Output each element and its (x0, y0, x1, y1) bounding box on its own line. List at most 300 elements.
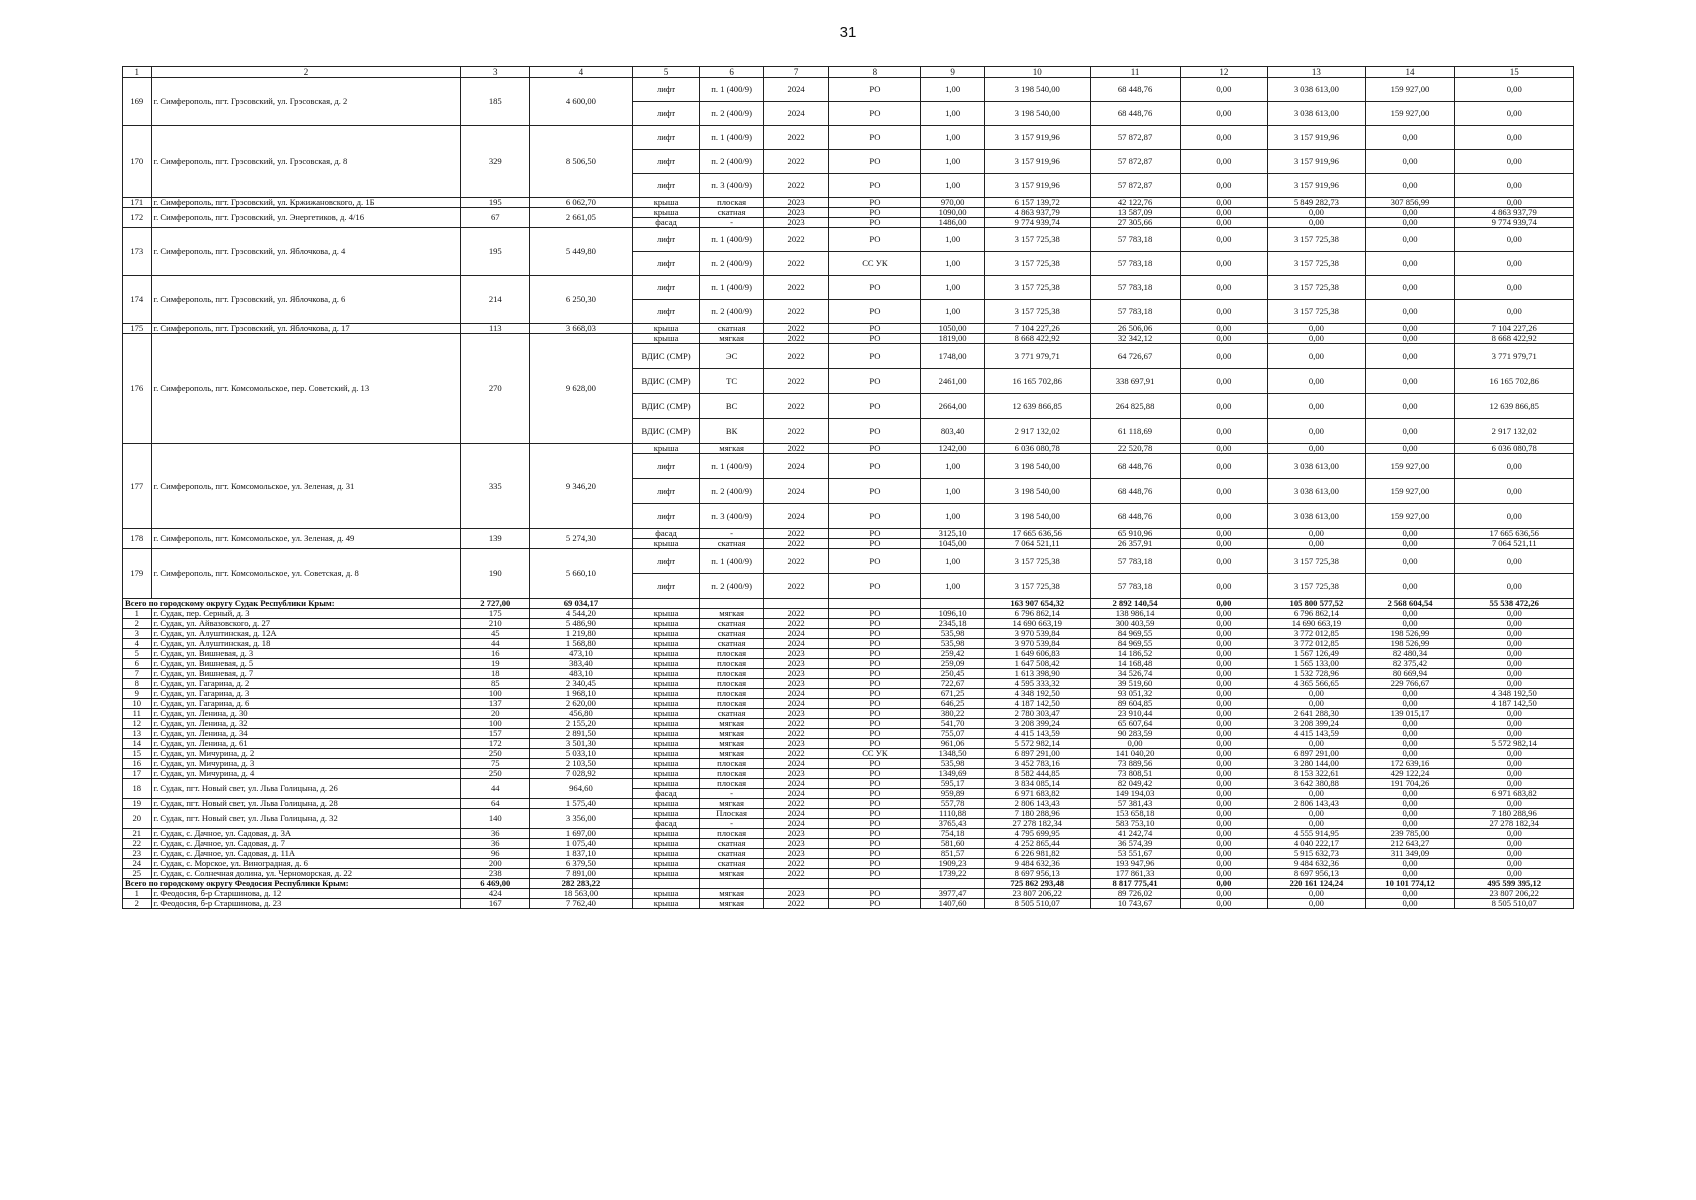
table-cell: 0,00 (1180, 126, 1268, 150)
table-cell: 1045,00 (921, 539, 984, 549)
column-header: 14 (1365, 67, 1455, 78)
address-cell: г. Судак, ул. Ленина, д. 30 (151, 709, 461, 719)
table-cell: СС УК (829, 749, 921, 759)
table-cell: крыша (632, 208, 700, 218)
table-cell: 14 186,52 (1090, 649, 1180, 659)
row-number: 171 (123, 198, 152, 208)
table-cell: РО (829, 709, 921, 719)
table-cell: 8 697 956,13 (1268, 869, 1365, 879)
table-cell: 14 168,48 (1090, 659, 1180, 669)
table-cell: 0,00 (1180, 829, 1268, 839)
table-cell: 2022 (763, 252, 829, 276)
table-cell: 34 526,74 (1090, 669, 1180, 679)
table-cell: 3 157 919,96 (984, 174, 1090, 198)
table-cell: 68 448,76 (1090, 479, 1180, 504)
table-cell: 193 947,96 (1090, 859, 1180, 869)
table-cell: 2023 (763, 679, 829, 689)
table-cell: 1,00 (921, 504, 984, 529)
table-cell: 200 (461, 859, 530, 869)
table-cell: РО (829, 679, 921, 689)
table-cell: 239 785,00 (1365, 829, 1455, 839)
table-cell: крыша (632, 839, 700, 849)
table-cell: РО (829, 619, 921, 629)
table-cell: крыша (632, 749, 700, 759)
table-cell: 259,42 (921, 649, 984, 659)
address-cell: г. Симферополь, пгт. Грэсовский, ул. Энергетиков, д. 4/16 (151, 208, 461, 228)
table-cell: 754,18 (921, 829, 984, 839)
table-cell: РО (829, 549, 921, 574)
table-cell: 149 194,03 (1090, 789, 1180, 799)
table-cell: 5 486,90 (530, 619, 633, 629)
table-cell: РО (829, 779, 921, 789)
table-cell: 3 642 380,88 (1268, 779, 1365, 789)
column-header: 4 (530, 67, 633, 78)
table-cell: 8 505 510,07 (984, 899, 1090, 909)
table-cell: п. 1 (400/9) (700, 126, 763, 150)
table-cell: 1,00 (921, 479, 984, 504)
table-cell: мягкая (700, 889, 763, 899)
table-cell: 82 480,34 (1365, 649, 1455, 659)
table-cell: 0,00 (1180, 759, 1268, 769)
table-cell: 20 (461, 709, 530, 719)
table-cell: 3 157 919,96 (1268, 174, 1365, 198)
table-cell: 264 825,88 (1090, 394, 1180, 419)
address-cell: г. Судак, ул. Гагарина, д. 3 (151, 689, 461, 699)
table-cell: 0,00 (1365, 228, 1455, 252)
table-cell: 3 970 539,84 (984, 639, 1090, 649)
table-cell: 0,00 (1180, 779, 1268, 789)
table-cell: 2 917 132,02 (984, 419, 1090, 444)
table-cell: 18 (461, 669, 530, 679)
table-cell: мягкая (700, 609, 763, 619)
row-number: 11 (123, 709, 152, 719)
table-row (123, 619, 1574, 629)
table-cell: РО (829, 126, 921, 150)
table-cell: 0,00 (1180, 198, 1268, 208)
table-cell: 2022 (763, 324, 829, 334)
row-number: 172 (123, 208, 152, 228)
table-cell: 8 506,50 (530, 126, 633, 198)
table-cell: 2024 (763, 699, 829, 709)
table-cell: 3 668,03 (530, 324, 633, 334)
table-cell: 190 (461, 549, 530, 599)
table-cell: 0,00 (1365, 739, 1455, 749)
table-cell: 0,00 (1365, 126, 1455, 150)
table-cell: 2023 (763, 709, 829, 719)
table-cell: п. 2 (400/9) (700, 252, 763, 276)
table-cell: РО (829, 102, 921, 126)
table-cell: 0,00 (1268, 369, 1365, 394)
address-cell: г. Феодосия, б-р Старшинова, д. 12 (151, 889, 461, 899)
table-cell: 3 038 613,00 (1268, 504, 1365, 529)
table-cell: 0,00 (1455, 609, 1574, 619)
table-cell: 0,00 (1180, 599, 1268, 609)
table-cell: крыша (632, 679, 700, 689)
table-cell: 0,00 (1365, 419, 1455, 444)
table-cell: 220 161 124,24 (1268, 879, 1365, 889)
table-cell: скатная (700, 619, 763, 629)
table-cell: РО (829, 799, 921, 809)
table-cell: 0,00 (1268, 419, 1365, 444)
table-cell: 0,00 (1180, 344, 1268, 369)
row-number: 1 (123, 609, 152, 619)
table-cell: 0,00 (1365, 609, 1455, 619)
table-cell: лифт (632, 126, 700, 150)
table-row (123, 228, 1574, 252)
table-cell: мягкая (700, 729, 763, 739)
table-cell: 0,00 (1365, 799, 1455, 809)
table-cell (829, 879, 921, 889)
table-cell: 0,00 (1180, 174, 1268, 198)
table-cell: 2 917 132,02 (1455, 419, 1574, 444)
table-cell: ВК (700, 419, 763, 444)
table-cell: 22 520,78 (1090, 444, 1180, 454)
table-cell: 3 501,30 (530, 739, 633, 749)
table-cell: 0,00 (1365, 574, 1455, 599)
row-number: 5 (123, 649, 152, 659)
table-cell: 6 971 683,82 (984, 789, 1090, 799)
table-cell: РО (829, 198, 921, 208)
table-cell: 2022 (763, 609, 829, 619)
table-cell: 89 726,02 (1090, 889, 1180, 899)
table-cell: 0,00 (1180, 819, 1268, 829)
table-cell: 1,00 (921, 574, 984, 599)
table-cell: 68 448,76 (1090, 78, 1180, 102)
table-cell: мягкая (700, 799, 763, 809)
address-cell: г. Судак, пгт. Новый свет, ул. Льва Голицына, д. 28 (151, 799, 461, 809)
table-cell: 4 348 192,50 (1455, 689, 1574, 699)
table-row (123, 859, 1574, 869)
table-cell: 64 (461, 799, 530, 809)
table-cell: п. 1 (400/9) (700, 276, 763, 300)
table-cell: 0,00 (1268, 208, 1365, 218)
table-cell: 57 783,18 (1090, 276, 1180, 300)
table-cell: 0,00 (1365, 218, 1455, 228)
table-cell: 12 639 866,85 (984, 394, 1090, 419)
address-cell: г. Судак, ул. Ленина, д. 61 (151, 739, 461, 749)
table-cell: 380,22 (921, 709, 984, 719)
table-cell: 2 806 143,43 (1268, 799, 1365, 809)
table-cell: п. 2 (400/9) (700, 102, 763, 126)
table-cell: 2 727,00 (461, 599, 530, 609)
table-cell: 26 357,91 (1090, 539, 1180, 549)
table-row (123, 689, 1574, 699)
table-cell: 23 807 206,22 (984, 889, 1090, 899)
table-cell: РО (829, 504, 921, 529)
address-cell: г. Судак, ул. Вишневая, д. 3 (151, 649, 461, 659)
column-header: 8 (829, 67, 921, 78)
table-cell: 0,00 (1180, 208, 1268, 218)
table-cell: скатная (700, 539, 763, 549)
table-cell (829, 599, 921, 609)
column-header: 10 (984, 67, 1090, 78)
table-cell: 3125,10 (921, 529, 984, 539)
table-cell: 0,00 (1365, 529, 1455, 539)
table-cell: 1 697,00 (530, 829, 633, 839)
address-cell: г. Симферополь, пгт. Грэсовский, ул. Яблочкова, д. 6 (151, 276, 461, 324)
table-cell: 141 040,20 (1090, 749, 1180, 759)
total-label: Всего по городскому округу Судак Республики Крым: (123, 599, 461, 609)
address-cell: г. Судак, пгт. Новый свет, ул. Льва Голицына, д. 26 (151, 779, 461, 799)
table-cell: 2022 (763, 300, 829, 324)
table-cell: 4 348 192,50 (984, 689, 1090, 699)
table-cell: 2 806 143,43 (984, 799, 1090, 809)
table-cell: 2023 (763, 659, 829, 669)
table-row (123, 529, 1574, 539)
table-cell: крыша (632, 899, 700, 909)
row-number: 177 (123, 444, 152, 529)
table-cell: 32 342,12 (1090, 334, 1180, 344)
table-row (123, 839, 1574, 849)
table-cell: 0,00 (1455, 709, 1574, 719)
table-cell: 0,00 (1180, 739, 1268, 749)
table-cell: 0,00 (1180, 849, 1268, 859)
table-cell: 0,00 (1268, 789, 1365, 799)
table-cell: 6 971 683,82 (1455, 789, 1574, 799)
table-cell: 3 970 539,84 (984, 629, 1090, 639)
table-cell: 0,00 (1365, 719, 1455, 729)
table-cell: 5 572 982,14 (984, 739, 1090, 749)
table-cell (921, 879, 984, 889)
table-cell: РО (829, 859, 921, 869)
table-cell: 0,00 (1455, 679, 1574, 689)
table-cell: 0,00 (1455, 839, 1574, 849)
table-cell: РО (829, 849, 921, 859)
table-row (123, 679, 1574, 689)
table-row (123, 659, 1574, 669)
table-row (123, 639, 1574, 649)
table-cell: 65 607,64 (1090, 719, 1180, 729)
table-cell: 0,00 (1268, 819, 1365, 829)
table-cell: крыша (632, 849, 700, 859)
column-header: 9 (921, 67, 984, 78)
table-cell: 1 575,40 (530, 799, 633, 809)
table-cell: 0,00 (1180, 529, 1268, 539)
table-cell: 0,00 (1180, 300, 1268, 324)
table-cell: 2024 (763, 779, 829, 789)
address-cell: г. Симферополь, пгт. Комсомольское, ул. Зеленая, д. 49 (151, 529, 461, 549)
table-cell: крыша (632, 324, 700, 334)
table-cell: 3 198 540,00 (984, 479, 1090, 504)
table-cell: 0,00 (1268, 394, 1365, 419)
table-cell: 250 (461, 769, 530, 779)
table-cell: 8 817 775,41 (1090, 879, 1180, 889)
table-cell: 0,00 (1365, 150, 1455, 174)
table-cell: 3765,43 (921, 819, 984, 829)
table-cell: 0,00 (1455, 639, 1574, 649)
table-cell: 1 968,10 (530, 689, 633, 699)
table-cell: 7 064 521,11 (1455, 539, 1574, 549)
table-cell: 3 157 725,38 (1268, 252, 1365, 276)
table-cell: 191 704,26 (1365, 779, 1455, 789)
table-cell: РО (829, 174, 921, 198)
table-cell: 3 157 725,38 (1268, 574, 1365, 599)
table-cell: 0,00 (1455, 479, 1574, 504)
table-cell: РО (829, 809, 921, 819)
table-cell: 3 157 725,38 (984, 276, 1090, 300)
table-body (123, 78, 1574, 909)
column-header: 1 (123, 67, 152, 78)
column-header: 11 (1090, 67, 1180, 78)
table-cell: 80 669,94 (1365, 669, 1455, 679)
table-cell: 2023 (763, 839, 829, 849)
table-cell: 9 346,20 (530, 444, 633, 529)
table-cell: 68 448,76 (1090, 102, 1180, 126)
address-cell: г. Судак, пер. Серный, д. 3 (151, 609, 461, 619)
table-cell: 429 122,24 (1365, 769, 1455, 779)
table-cell: 0,00 (1365, 444, 1455, 454)
table-cell: 1349,69 (921, 769, 984, 779)
table-row (123, 649, 1574, 659)
table-cell: 1,00 (921, 102, 984, 126)
table-cell: 9 774 939,74 (984, 218, 1090, 228)
table-cell: 17 665 636,56 (984, 529, 1090, 539)
table-cell: 329 (461, 126, 530, 198)
table-cell: 4 595 333,32 (984, 679, 1090, 689)
table-cell: 3 771 979,71 (984, 344, 1090, 369)
row-number: 17 (123, 769, 152, 779)
table-cell: 3 157 725,38 (1268, 228, 1365, 252)
table-cell: РО (829, 869, 921, 879)
row-number: 16 (123, 759, 152, 769)
table-cell: 36 574,39 (1090, 839, 1180, 849)
table-cell: 3 356,00 (530, 809, 633, 829)
table-cell: 57 783,18 (1090, 549, 1180, 574)
table-cell: 0,00 (1268, 889, 1365, 899)
table-cell: 0,00 (1180, 228, 1268, 252)
table-cell: РО (829, 369, 921, 394)
table-cell: 82 375,42 (1365, 659, 1455, 669)
table-cell: 0,00 (1180, 639, 1268, 649)
table-cell: крыша (632, 829, 700, 839)
table-cell: плоская (700, 769, 763, 779)
table-row (123, 276, 1574, 300)
table-cell: 0,00 (1455, 649, 1574, 659)
table-cell: 45 (461, 629, 530, 639)
table-cell: 803,40 (921, 419, 984, 444)
table-cell: 0,00 (1180, 869, 1268, 879)
table-row (123, 709, 1574, 719)
table-row (123, 549, 1574, 574)
table-cell: 1,00 (921, 276, 984, 300)
table-cell: 137 (461, 699, 530, 709)
table-cell: 0,00 (1180, 539, 1268, 549)
table-cell: 1,00 (921, 454, 984, 479)
table-cell: крыша (632, 619, 700, 629)
table-cell: 3 772 012,85 (1268, 639, 1365, 649)
table-cell: 2024 (763, 809, 829, 819)
table-cell: 0,00 (1455, 78, 1574, 102)
table-row (123, 829, 1574, 839)
table-cell: 41 242,74 (1090, 829, 1180, 839)
row-number: 176 (123, 334, 152, 444)
table-cell: РО (829, 454, 921, 479)
table-cell: 0,00 (1268, 809, 1365, 819)
table-cell: РО (829, 324, 921, 334)
column-header: 7 (763, 67, 829, 78)
table-cell: 0,00 (1268, 334, 1365, 344)
table-cell: 157 (461, 729, 530, 739)
table-cell: п. 2 (400/9) (700, 150, 763, 174)
table-cell: 1 613 398,90 (984, 669, 1090, 679)
table-cell: 175 (461, 609, 530, 619)
table-cell: РО (829, 444, 921, 454)
table-cell: ВС (700, 394, 763, 419)
table-cell: РО (829, 78, 921, 102)
table-cell: п. 3 (400/9) (700, 174, 763, 198)
table-cell: крыша (632, 334, 700, 344)
table-cell: 0,00 (1365, 252, 1455, 276)
row-number: 19 (123, 799, 152, 809)
table-cell: 2 568 604,54 (1365, 599, 1455, 609)
table-cell: скатная (700, 859, 763, 869)
table-cell: РО (829, 899, 921, 909)
table-cell: 2 661,05 (530, 208, 633, 228)
table-cell: 0,00 (1455, 779, 1574, 789)
table-cell: 1,00 (921, 174, 984, 198)
table-cell: РО (829, 739, 921, 749)
table-cell: 646,25 (921, 699, 984, 709)
table-cell: 0,00 (1365, 619, 1455, 629)
table-cell: плоская (700, 699, 763, 709)
table-row (123, 759, 1574, 769)
table-cell: крыша (632, 669, 700, 679)
table-cell: 1909,23 (921, 859, 984, 869)
table-cell: 159 927,00 (1365, 479, 1455, 504)
row-number: 2 (123, 899, 152, 909)
table-cell: 139 015,17 (1365, 709, 1455, 719)
row-number: 6 (123, 659, 152, 669)
table-cell: 0,00 (1180, 150, 1268, 174)
table-cell: 456,80 (530, 709, 633, 719)
table-cell: 57 381,43 (1090, 799, 1180, 809)
table-cell: 583 753,10 (1090, 819, 1180, 829)
table-cell: 3 157 919,96 (984, 150, 1090, 174)
table-cell: лифт (632, 78, 700, 102)
table-cell: 311 349,09 (1365, 849, 1455, 859)
table-cell: 270 (461, 334, 530, 444)
address-cell: г. Судак, пгт. Новый свет, ул. Льва Голицына, д. 32 (151, 809, 461, 829)
row-number: 4 (123, 639, 152, 649)
address-cell: г. Судак, ул. Гагарина, д. 6 (151, 699, 461, 709)
table-cell: РО (829, 208, 921, 218)
column-number-row (123, 67, 1574, 78)
table-cell: 198 526,99 (1365, 629, 1455, 639)
table-cell: 0,00 (1455, 869, 1574, 879)
table-cell: 3 157 919,96 (984, 126, 1090, 150)
table-cell: 671,25 (921, 689, 984, 699)
table-cell: 6 469,00 (461, 879, 530, 889)
table-cell: п. 1 (400/9) (700, 228, 763, 252)
table-cell: 3 157 919,96 (1268, 126, 1365, 150)
table-cell: 0,00 (1180, 899, 1268, 909)
table-cell: 0,00 (1180, 699, 1268, 709)
table-cell: 2024 (763, 78, 829, 102)
table-cell: 44 (461, 779, 530, 799)
table-cell: 2022 (763, 574, 829, 599)
table-cell: мягкая (700, 749, 763, 759)
table-cell: крыша (632, 769, 700, 779)
table-cell: 39 519,60 (1090, 679, 1180, 689)
table-cell: 959,89 (921, 789, 984, 799)
table-row (123, 669, 1574, 679)
table-cell: 0,00 (1180, 789, 1268, 799)
table-cell: п. 2 (400/9) (700, 300, 763, 324)
row-number: 23 (123, 849, 152, 859)
table-cell: РО (829, 574, 921, 599)
total-label: Всего по городскому округу Феодосия Республики Крым: (123, 879, 461, 889)
table-cell: 12 639 866,85 (1455, 394, 1574, 419)
